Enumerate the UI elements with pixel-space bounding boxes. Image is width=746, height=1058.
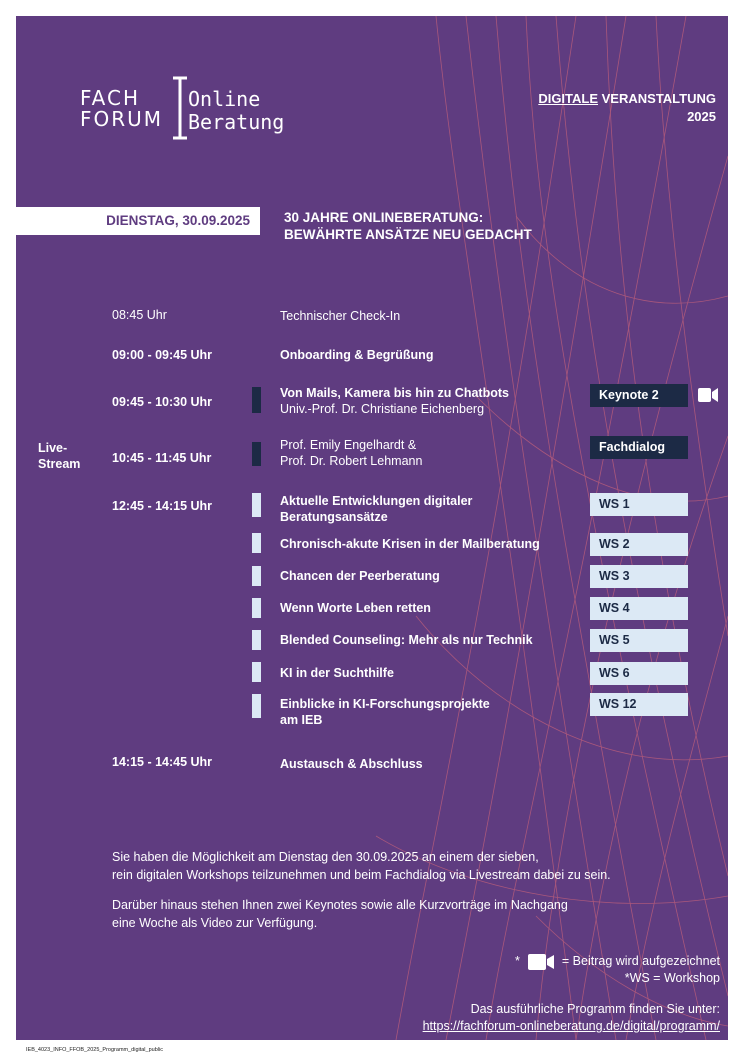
info-paragraph-2: Darüber hinaus stehen Ihnen zwei Keynotes sowie alle Kurzvorträge im Nachgang eine Woche als Video zur Verfügung. xyxy=(112,898,568,930)
logo-fach-forum xyxy=(80,88,163,130)
title-line-1: 30 JAHRE ONLINEBERATUNG: xyxy=(284,210,484,225)
workshop-title: Wenn Worte Leben retten xyxy=(280,601,431,615)
keynote-speaker: Univ.-Prof. Dr. Christiane Eichenberg xyxy=(280,402,485,416)
workshop-title: Chancen der Peerberatung xyxy=(280,569,440,583)
info-paragraph-1: Sie haben die Möglichkeit am Dienstag den 30.09.2025 an einem der sieben, rein digitalen Workshops teilzunehmen und beim Fachdialog via Livestream dabei zu sein. xyxy=(112,850,611,882)
logo-forum: FORUM xyxy=(80,107,164,131)
keynote-bar xyxy=(252,387,261,413)
checkin-title: Technischer Check-In xyxy=(280,309,401,323)
fachdialog-line-2: Prof. Dr. Robert Lehmann xyxy=(280,454,423,468)
event-year: 2025 xyxy=(687,109,716,124)
checkin-time: 08:45 Uhr xyxy=(112,308,167,322)
legend-recorded: = Beitrag wird aufgezeichnet xyxy=(561,954,720,968)
workshop-bar xyxy=(252,533,261,553)
onboarding-title: Onboarding & Begrüßung xyxy=(280,348,434,362)
event-type xyxy=(538,90,716,126)
workshop-bar xyxy=(252,598,261,618)
workshop-tag: WS 4 xyxy=(590,597,688,620)
event-date: DIENSTAG, 30.09.2025 xyxy=(16,207,260,235)
video-camera-icon xyxy=(698,387,718,403)
keynote-entry xyxy=(280,385,509,417)
closing-title: Austausch & Abschluss xyxy=(280,757,423,771)
fachdialog-tag: Fachdialog xyxy=(590,436,688,459)
video-camera-icon xyxy=(528,954,554,970)
keynote-tag: Keynote 2 xyxy=(590,384,688,407)
workshop-title: Einblicke in KI-Forschungsprojekte am IEB xyxy=(280,697,490,727)
workshop-title: Chronisch-akute Krisen in der Mailberatung xyxy=(280,537,540,551)
legend xyxy=(515,953,720,987)
program-link[interactable]: https://fachforum-onlineberatung.de/digital/programm/ xyxy=(422,1019,720,1033)
workshops-time: 12:45 - 14:15 Uhr xyxy=(112,499,213,513)
program-info xyxy=(423,1001,720,1035)
workshop-bar xyxy=(252,694,261,718)
fachdialog-entry xyxy=(280,437,422,469)
event-type-digitale: DIGITALE xyxy=(538,91,599,106)
workshop-title: KI in der Suchthilfe xyxy=(280,666,394,680)
workshop-tag: WS 12 xyxy=(590,693,688,716)
legend-ws: *WS = Workshop xyxy=(624,971,720,985)
decorative-lines xyxy=(16,16,728,1040)
legend-star: * xyxy=(515,954,520,968)
fachdialog-bar xyxy=(252,442,261,466)
workshop-title: Blended Counseling: Mehr als nur Technik xyxy=(280,633,533,647)
workshop-title: Aktuelle Entwicklungen digitaler Beratungsansätze xyxy=(280,494,473,524)
workshop-tag: WS 5 xyxy=(590,629,688,652)
workshop-tag: WS 6 xyxy=(590,662,688,685)
keynote-title: Von Mails, Kamera bis hin zu Chatbots xyxy=(280,386,509,400)
program-page xyxy=(16,16,728,1040)
fachdialog-line-1: Prof. Emily Engelhardt & xyxy=(280,438,417,452)
logo-beratung: Beratung xyxy=(188,110,285,134)
page-title xyxy=(284,209,532,243)
event-type-veranstaltung: VERANSTALTUNG xyxy=(601,91,716,106)
workshop-tag: WS 3 xyxy=(590,565,688,588)
closing-time: 14:15 - 14:45 Uhr xyxy=(112,755,213,769)
program-link-label: Das ausführliche Programm finden Sie unter: xyxy=(470,1002,720,1016)
workshop-bar xyxy=(252,630,261,650)
title-line-2: BEWÄHRTE ANSÄTZE NEU GEDACHT xyxy=(284,227,532,242)
logo-online-beratung xyxy=(188,88,284,134)
workshop-tag: WS 2 xyxy=(590,533,688,556)
onboarding-time: 09:00 - 09:45 Uhr xyxy=(112,348,213,362)
logo-bracket-icon xyxy=(171,76,189,140)
keynote-time: 09:45 - 10:30 Uhr xyxy=(112,395,213,409)
logo-fach: FACH xyxy=(80,86,141,110)
live-stream-label: Live- Stream xyxy=(38,441,81,471)
fachdialog-time: 10:45 - 11:45 Uhr xyxy=(112,451,212,465)
workshop-bar xyxy=(252,493,261,517)
workshop-bar xyxy=(252,662,261,682)
workshop-tag: WS 1 xyxy=(590,493,688,516)
logo-online: Online xyxy=(188,87,261,111)
workshop-bar xyxy=(252,566,261,586)
document-code: IEB_4023_INFO_FFOB_2025_Programm_digital_public xyxy=(26,1047,163,1053)
